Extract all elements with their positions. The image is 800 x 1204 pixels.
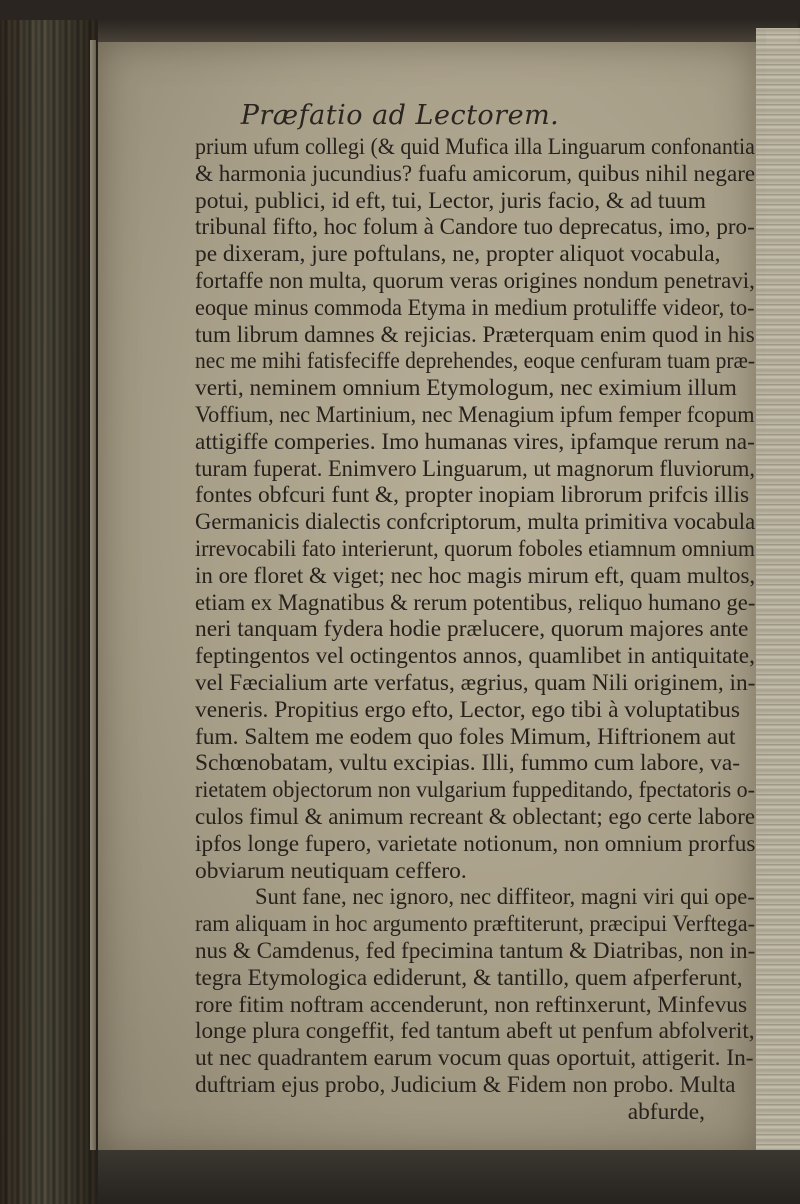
text-line: & harmonia jucundius? fuafu amicorum, quibus nihil negare [195, 160, 756, 187]
body-text [195, 134, 755, 1125]
text-line: Germanicis dialectis confcriptorum, multa primitiva vocabula [195, 509, 756, 536]
text-line: tribunal fifto, hoc folum à Candore tuo deprecatus, imo, pro- [195, 214, 755, 241]
fore-edge-pages [756, 28, 800, 1204]
text-line: pe dixeram, jure poftulans, ne, propter aliquot vocabula, [195, 241, 721, 268]
text-line: potui, publici, id eft, tui, Lector, juris facio, & ad tuum [195, 187, 706, 214]
text-line: attigiffe comperies. Imo humanas vires, ipfamque rerum na- [195, 428, 755, 455]
top-shadow-strip [98, 20, 798, 44]
text-line: Schœnobatam, vultu excipias. Illi, fummo cum labore, va- [195, 750, 740, 777]
text-line: tum librum damnes & rejicias. Præterquam enim quod in his [195, 321, 755, 348]
text-line: in ore floret & viget; nec hoc magis mirum eft, quam multos, [195, 562, 756, 589]
text-line: longe plura congeffit, fed tantum abeft ut penfum abfolverit, [195, 1018, 755, 1045]
text-line: ut nec quadrantem earum vocum quas oportuit, attigerit. In- [195, 1045, 754, 1072]
text-line: obviarum neutiquam ceffero. [195, 857, 467, 884]
text-line: irrevocabili fato interierunt, quorum foboles etiamnum omnium [195, 535, 755, 562]
catchword: abfurde, [627, 1098, 705, 1125]
text-line: Sunt fane, nec ignoro, nec diffiteor, magni viri qui ope- [254, 884, 755, 911]
text-line: rore fitim noftram accenderunt, non reftinxerunt, Minfevus [195, 991, 748, 1018]
text-line: rietatem objectorum non vulgarium fuppeditando, fpectatoris o- [195, 777, 755, 804]
text-line: ram aliquam in hoc argumento præftiterunt, præcipui Verftega- [195, 911, 756, 938]
text-line: fortaffe non multa, quorum veras origines nondum penetravi, [195, 267, 755, 294]
text-line: Voffium, nec Martinium, nec Menagium ipfum femper fcopum [195, 401, 755, 428]
text-line: ipfos longe fupero, varietate notionum, non omnium prorfus [195, 830, 756, 857]
running-header: Præfatio ad Lectorem. [240, 100, 560, 131]
text-line: nec me mihi fatisfeciffe deprehendes, eoque cenfuram tuam præ- [195, 348, 756, 375]
text-line: prium ufum collegi (& quid Mufica illa Linguarum confonantia [195, 134, 755, 160]
text-line: tegra Etymologica ediderunt, & tantillo, quem afperferunt, [195, 964, 743, 991]
text-line: fontes obfcuri funt &, propter inopiam librorum prifcis illis [195, 482, 750, 509]
page-gutter [90, 40, 96, 1150]
text-line: nus & Camdenus, fed fpecimina tantum & Diatribas, non in- [195, 937, 756, 964]
text-line: culos fimul & animum recreant & oblectant; ego certe labore [195, 803, 756, 830]
text-line: eoque minus commoda Etyma in medium protuliffe videor, to- [195, 294, 755, 321]
text-line: vel Fæcialium arte verfatus, ægrius, quam Nili originem, in- [195, 669, 756, 696]
text-line: neri tanquam fydera hodie prælucere, quorum majores ante [195, 616, 749, 643]
text-line: feptingentos vel octingentos annos, quamlibet in antiquitate, [195, 643, 755, 670]
text-line: etiam ex Magnatibus & rerum potentibus, reliquo humano ge- [195, 589, 756, 616]
text-line: fum. Saltem me eodem quo foles Mimum, Hiftrionem aut [195, 723, 736, 750]
text-line: verti, neminem omnium Etymologum, nec eximium illum [195, 375, 737, 402]
text-line: turam fuperat. Enimvero Linguarum, ut magnorum fluviorum, [195, 455, 755, 482]
bottom-shadow-strip [98, 1150, 800, 1204]
text-line: veneris. Propitius ergo efto, Lector, ego tibi à voluptatibus [195, 696, 740, 723]
text-line: duftriam ejus probo, Judicium & Fidem non probo. Multa [195, 1071, 736, 1098]
